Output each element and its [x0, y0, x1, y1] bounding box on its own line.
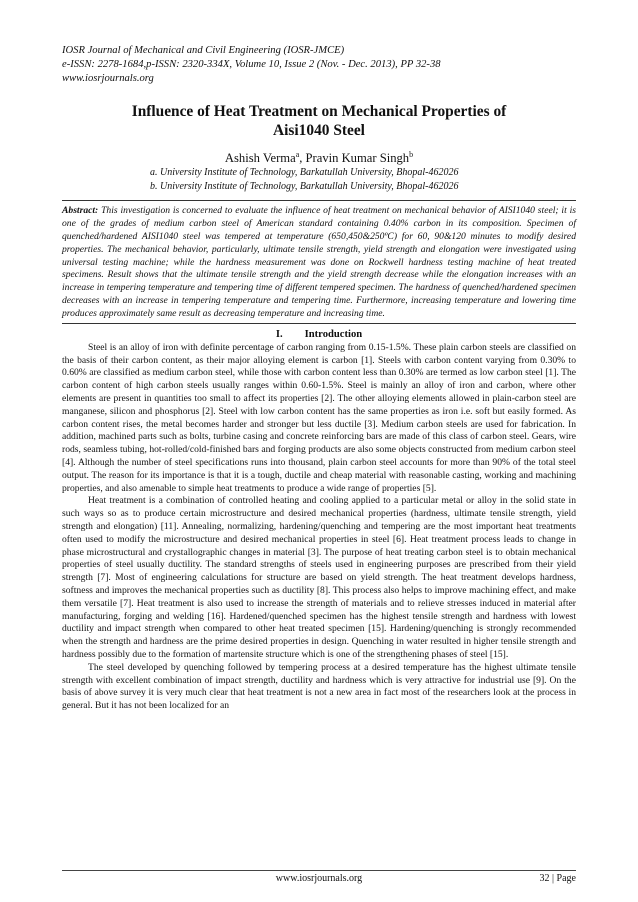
abstract-text: This investigation is concerned to evaluate the influence of heat treatment on mechanical behavior of AISI1040 steel; it is one of the grades of medium carbon steel of American standard containing 0.40% carbon in its composition. Specimen of quenched/hardened AISI1040 steel was tempered at temperature (650,450&250ºC) for 60, 90&120 minutes to modify desired properties. The mechanical behavior, particularly, ultimate tensile strength, yield strength and elongation were investigated using universal testing machine; while the hardness measurement was done on Rockwell hardness testing machine of heat treated specimens. Result shows that the ultimate tensile strength and the yield strength decrease while the elongation increases with an increase in tempering temperature and tempering time of different tempered specimen. The hardness of quenched/hardened specimen decreases with an increase in tempering temperature and tempering time. Furthermore, increasing temperature and lowering time produces approximately same result as decreasing temperature and increasing time. [62, 205, 576, 319]
section-number: I. [275, 328, 283, 340]
author-2-mark: b [409, 150, 414, 159]
paper-title [62, 102, 576, 140]
paragraph: The steel developed by quenching followed by tempering process at a desired temperature has the highest ultimate tensile strength with excellent combination of impact strength, ductility and hardness which is very attractive for industrial use [9]. On the basis of above survey it is very much clear that heat treatment is not a new area in fact most of the researchers look at the process in general. But it has not been localized for an [62, 661, 576, 712]
abstract [62, 205, 576, 321]
paper-title-line-1: Influence of Heat Treatment on Mechanical Properties of [131, 103, 507, 120]
body-text [62, 342, 576, 713]
footer-site: www.iosrjournals.org [275, 873, 363, 884]
paper-page [62, 44, 576, 713]
paragraph: Steel is an alloy of iron with definite percentage of carbon ranging from 0.15-1.5%. These plain carbon steels are classified on the basis of their carbon content, as their major alloying element is carbon [1]. Steels with carbon content varying from 0.30% to 0.60% are classified as medium carbon steel, while those with carbon content less than 0.30% are termed as low carbon steel [1]. The carbon content of high carbon steels usually ranges within 0.60-1.5%. Steel is mainly an alloy of iron and carbon, where other elements are present in quantities too small to affect its properties [2]. The other alloying elements allowed in plain-carbon steel are manganese, silicon and phosphorus [2]. Steel with low carbon content has the same properties as iron i.e. soft but easily formed. As carbon content rises, the metal becomes harder and stronger but less ductile [3]. Medium carbon steels are used for fabrication. In addition, machined parts such as bolts, turbine casing and concrete reinforcing bars are made of this class of carbon steel. Gears, wire rods, seamless tubing, hot-rolled/cold-finished bars and forging products are also some objects constructed from medium carbon steel [4]. Although the number of steel specifications runs into thousand, plain carbon steel accounts for more than 90% of the total steel output. The reason for its importance is that it is a tough, ductile and cheap material with reasonable casting, working and machining properties, and also amenable to simple heat treatments to produce a wide range of properties [5]. [62, 341, 576, 494]
affiliation-a: a. University Institute of Technology, Barkatullah University, Bhopal-462026 [150, 167, 459, 179]
affiliation-b: b. University Institute of Technology, Barkatullah University, Bhopal-462026 [150, 181, 459, 193]
abstract-bottom-rule [62, 323, 576, 324]
journal-name: IOSR Journal of Mechanical and Civil Engineering (IOSR-JMCE) [62, 45, 345, 56]
author-2: Pravin Kumar Singh [305, 151, 410, 166]
abstract-top-rule [62, 200, 576, 201]
journal-issn: e-ISSN: 2278-1684,p-ISSN: 2320-334X, Volume 10, Issue 2 (Nov. - Dec. 2013), PP 32-38 [62, 59, 441, 70]
paper-title-line-2: Aisi1040 Steel [273, 122, 365, 139]
author-1-mark: a [295, 150, 300, 159]
author-1: Ashish Verma [224, 151, 296, 166]
abstract-label: Abstract: [62, 205, 99, 217]
section-title: Introduction [304, 328, 363, 340]
paragraph: Heat treatment is a combination of controlled heating and cooling applied to a particular metal or alloy in the solid state in such ways so as to produce certain microstructure and desired mechanical properties (hardness, ultimate tensile strength, yield strength and elongation) [11]. Annealing, normalizing, hardening/quenching and tempering are the most important heat treatments often used to modify the microstructure and desired mechanical properties in steel [6]. Heat treatment process leads to change in phase microstructural and crystallographic changes in material [3]. The purpose of heat treating carbon steel is to obtain mechanical properties of steel usually ductility. The standard strengths of steels used in engineering purposes are prescribed from their yield strength [7]. Most of engineering calculations for structure are based on yield strength. The heat treatment develops hardness, softness and improves the mechanical properties such as ductility [8]. This process also helps to improve machining effect, and make them versatile [7]. Heat treatment is also used to increase the strength of materials and to relieve stresses induced in material after manufacturing, forging and welding [16]. Hardened/quenched specimen has the highest tensile strength and hardness with lowest ductility and impact strength when compared to other heat treated specimen [15]. Hardening/quenching is strongly recommended when the strength and hardness are the prime desired properties in design. Quenching in water resulted in higher tensile strength and hardness possibly due to the formation of martensite structure which is one of the strengthening phases of steel [15]. [62, 495, 576, 660]
author-list [62, 147, 576, 166]
section-heading [62, 328, 576, 342]
page-number: 32 | Page [539, 873, 576, 884]
page-footer [62, 870, 576, 885]
author-separator: , [299, 151, 306, 166]
journal-site: www.iosrjournals.org [62, 73, 154, 84]
